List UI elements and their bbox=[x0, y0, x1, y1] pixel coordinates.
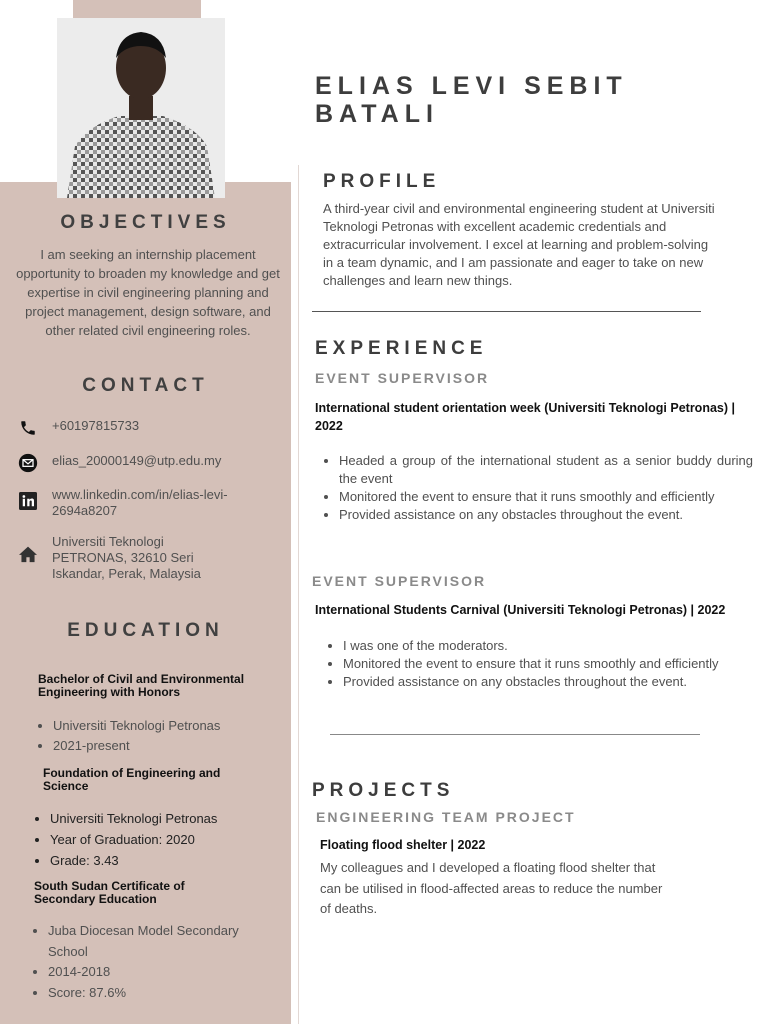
education-degree-line-1: Bachelor of Civil and Environmental bbox=[38, 672, 245, 686]
list-item: • Juba Diocesan Model Secondary School bbox=[48, 921, 278, 962]
contact-heading: CONTACT bbox=[82, 375, 209, 396]
address-text bbox=[52, 534, 201, 582]
section-divider bbox=[312, 311, 701, 312]
phone-number: +60197815733 bbox=[52, 418, 140, 433]
education-details bbox=[32, 921, 278, 1003]
name-line-2: BATALI bbox=[315, 100, 439, 128]
education-heading: EDUCATION bbox=[67, 620, 224, 641]
education-degree-line-2: Secondary Education bbox=[34, 892, 157, 906]
education-degree bbox=[43, 767, 220, 793]
projects-heading: PROJECTS bbox=[312, 780, 455, 801]
list-item: • Universiti Teknologi Petronas bbox=[50, 808, 217, 829]
education-degree-line-1: South Sudan Certificate of bbox=[34, 879, 185, 893]
address-line-3: Iskandar, Perak, Malaysia bbox=[52, 566, 201, 581]
list-item: • Score: 87.6% bbox=[48, 983, 278, 1004]
email-icon bbox=[14, 453, 42, 473]
list-item: • 2014-2018 bbox=[48, 962, 278, 983]
linkedin-icon bbox=[14, 491, 42, 511]
education-entry bbox=[34, 880, 185, 906]
experience-title: International Students Carnival (Universiti Teknologi Petronas) | 2022 bbox=[315, 603, 726, 617]
list-item: • Provided assistance on any obstacles throughout the event. bbox=[343, 673, 743, 691]
list-item: • Headed a group of the international student as a senior buddy during the event bbox=[339, 452, 753, 488]
education-entry bbox=[43, 767, 220, 793]
education-degree-line-1: Foundation of Engineering and bbox=[43, 766, 221, 780]
education-entry bbox=[38, 673, 244, 699]
list-item: • Provided assistance on any obstacles throughout the event. bbox=[339, 506, 753, 524]
project-text: My colleagues and I developed a floating flood shelter that can be utilised in flood-affected areas to reduce the number of deaths. bbox=[320, 860, 663, 916]
contact-address bbox=[14, 534, 284, 582]
contact-email bbox=[14, 453, 284, 473]
list-item: • Grade: 3.43 bbox=[50, 850, 217, 871]
education-details bbox=[37, 716, 220, 756]
education-degree bbox=[38, 673, 244, 699]
linkedin-link[interactable] bbox=[52, 487, 228, 519]
objectives-text: I am seeking an internship placement opportunity to broaden my knowledge and get expertise in civil engineering planning and project management, design software, and other related civil engineering roles. bbox=[16, 247, 280, 338]
sidebar-top-tab bbox=[73, 0, 201, 18]
section-divider bbox=[330, 734, 700, 735]
list-item: • 2021-present bbox=[53, 736, 220, 756]
objectives-heading: OBJECTIVES bbox=[60, 212, 231, 233]
project-role: ENGINEERING TEAM PROJECT bbox=[316, 809, 576, 825]
education-degree-line-2: Science bbox=[43, 779, 89, 793]
experience-heading: EXPERIENCE bbox=[315, 338, 488, 359]
education-degree-line-2: Engineering with Honors bbox=[38, 685, 181, 699]
contact-phone bbox=[14, 418, 284, 438]
name-line-1: ELIAS LEVI SEBIT bbox=[315, 72, 628, 100]
phone-icon bbox=[14, 418, 42, 438]
education-details bbox=[34, 808, 217, 871]
list-item: • Universiti Teknologi Petronas bbox=[53, 716, 220, 736]
email-link[interactable]: elias_20000149@utp.edu.my bbox=[52, 453, 222, 468]
address-line-2: PETRONAS, 32610 Seri bbox=[52, 550, 194, 565]
list-item: • Monitored the event to ensure that it runs smoothly and efficiently bbox=[339, 488, 753, 506]
experience-bullets bbox=[315, 452, 753, 524]
address-line-1: Universiti Teknologi bbox=[52, 534, 164, 549]
experience-title: International student orientation week (Universiti Teknologi Petronas) | 2022 bbox=[315, 401, 735, 433]
linkedin-line-2: 2694a8207 bbox=[52, 503, 118, 518]
contact-linkedin bbox=[14, 487, 284, 519]
experience-role: EVENT SUPERVISOR bbox=[312, 573, 487, 589]
home-icon bbox=[14, 544, 42, 564]
linkedin-line-1: www.linkedin.com/in/elias-levi- bbox=[52, 487, 228, 502]
candidate-name bbox=[315, 72, 628, 128]
experience-role: EVENT SUPERVISOR bbox=[315, 370, 490, 386]
column-divider bbox=[298, 165, 299, 1024]
education-degree bbox=[34, 880, 185, 906]
profile-photo bbox=[57, 18, 225, 198]
list-item: • Monitored the event to ensure that it runs smoothly and efficiently bbox=[343, 655, 743, 673]
list-item: • I was one of the moderators. bbox=[343, 637, 743, 655]
project-title: Floating flood shelter | 2022 bbox=[320, 838, 486, 852]
list-item: • Year of Graduation: 2020 bbox=[50, 829, 217, 850]
experience-bullets bbox=[319, 637, 743, 691]
profile-text: A third-year civil and environmental engineering student at Universiti Teknologi Petronas with excellent academic credentials and extracurricular involvement. I excel at learning and problem-solving in a team dynamic, and I am passionate and eager to take on new challenges and learn new things. bbox=[323, 201, 715, 288]
profile-heading: PROFILE bbox=[323, 171, 441, 192]
